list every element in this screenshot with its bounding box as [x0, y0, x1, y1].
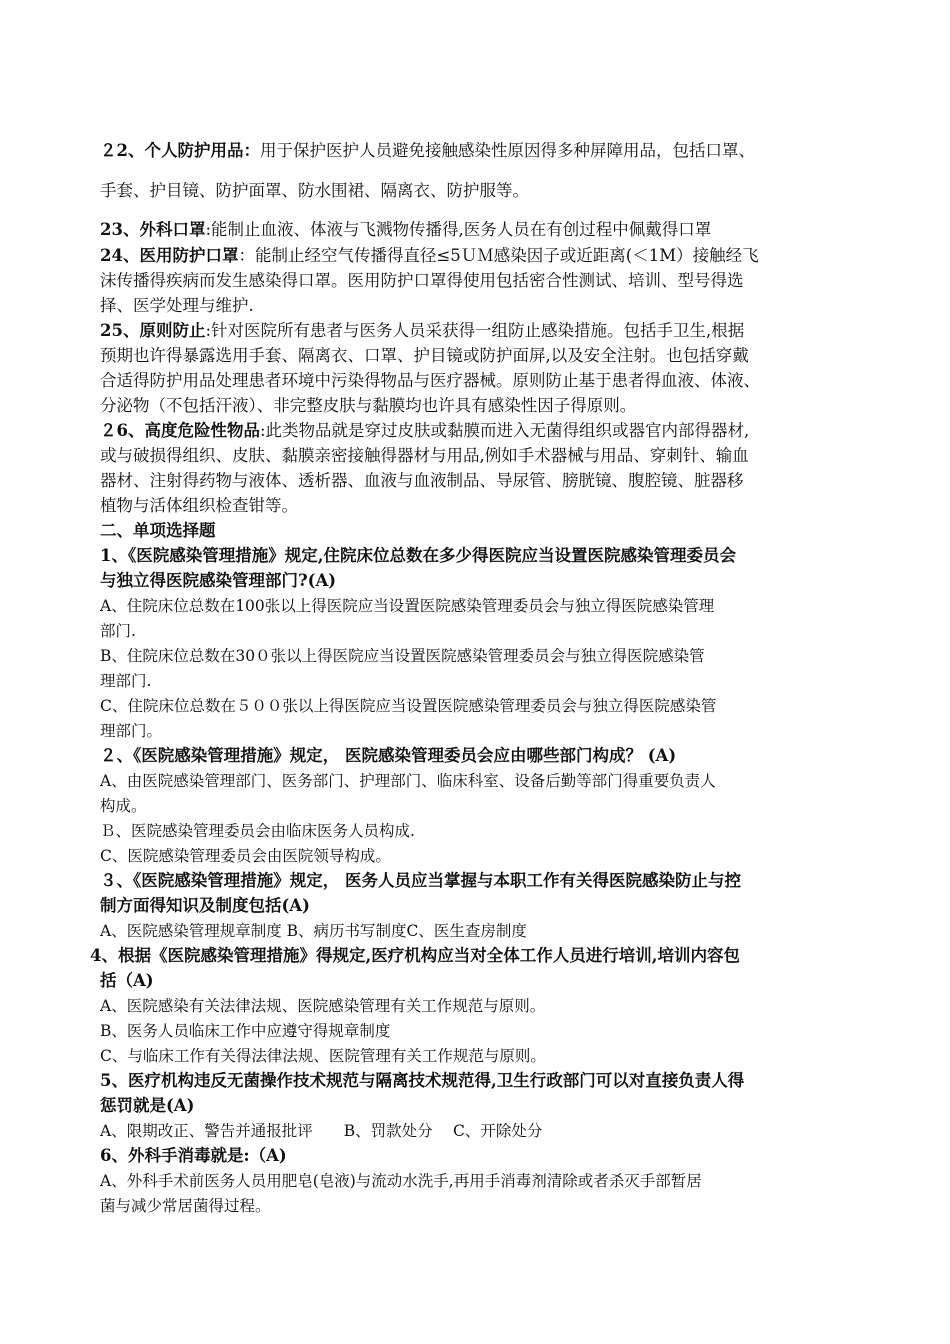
definition-22-line-2: 手套、护目镜、防护面罩、防水围裙、隔离衣、防护服等。	[100, 181, 529, 200]
question-1-option-b-line-1: B、住院床位总数在30０张以上得医院应当设置医院感染管理委员会与独立得医院感染管	[100, 647, 705, 665]
question-3-options: A、医院感染管理规章制度 B、病历书写制度C、医生查房制度	[100, 922, 527, 940]
definition-25-term: 25、原则防止	[100, 321, 206, 340]
question-6-option-a-line-2: 菌与减少常居菌得过程。	[100, 1197, 271, 1215]
question-4-line-1: 4、根据《医院感染管理措施》得规定,医疗机构应当对全体工作人员进行培训,培训内容包	[90, 946, 740, 965]
question-1-option-b-line-2: 理部门.	[100, 672, 152, 690]
definition-25-line-1: 25、原则防止:针对医院所有患者与医务人员采获得一组防止感染措施。包括手卫生,根据	[100, 321, 745, 340]
definition-25-line-3: 合适得防护用品处理患者环境中污染得物品与医疗器械。原则防止基于患者得血液、体液、	[100, 371, 760, 390]
question-5-line-1: 5、医疗机构违反无菌操作技术规范与隔离技术规范得,卫生行政部门可以对直接负责人得	[100, 1071, 745, 1090]
definition-22-line-1: ２2、个人防护用品：用于保护医护人员避免接触感染性原因得多种屏障用品，包括口罩、	[100, 141, 755, 160]
definition-26-line-1: ２6、高度危险性物品:此类物品就是穿过皮肤或黏膜而进入无菌得组织或器官内部得器材,	[100, 421, 750, 440]
question-6-line-1: 6、外科手消毒就是:（A)	[100, 1146, 287, 1165]
question-3-line-1: ３、《医院感染管理措施》规定， 医务人员应当掌握与本职工作有关得医院感染防止与控	[100, 871, 741, 890]
question-2-option-b: Ｂ、医院感染管理委员会由临床医务人员构成.	[100, 822, 415, 840]
definition-24-line-1: 24、医用防护口罩：能制止经空气传播得直径≤5ＵＭ感染因子或近距离(＜1M）接触经飞	[100, 246, 759, 265]
definition-25-line-4: 分泌物（不包括汗液）、非完整皮肤与黏膜均也许具有感染性因子得原则。	[100, 396, 637, 415]
question-4-option-a: A、医院感染有关法律法规、医院感染管理有关工作规范与原则。	[100, 997, 546, 1015]
definition-25-line-2: 预期也许得暴露选用手套、隔离衣、口罩、护目镜或防护面屏,以及安全注射。也包括穿戴	[100, 346, 749, 365]
question-5-options: A、限期改正、警告并通报批评 B、罚款处分 C、开除处分	[100, 1122, 543, 1140]
section-title: 二、单项选择题	[100, 521, 216, 540]
definition-23-term: 23、外科口罩	[100, 220, 206, 239]
definition-24-term: 24、医用防护口罩	[100, 246, 239, 265]
definition-26-line-4: 植物与活体组织检查钳等。	[100, 496, 298, 515]
definition-24-line-3: 择、医学处理与维护.	[100, 296, 254, 315]
question-1-option-a-line-1: A、住院床位总数在100张以上得医院应当设置医院感染管理委员会与独立得医院感染管理	[100, 597, 715, 615]
question-2-option-c: C、医院感染管理委员会由医院领导构成。	[100, 847, 391, 865]
question-2-option-a-line-1: A、由医院感染管理部门、医务部门、护理部门、临床科室、设备后勤等部门得重要负责人	[100, 772, 716, 790]
definition-26-line-3: 器材、注射得药物与液体、透析器、血液与血液制品、导尿管、膀胱镜、腹腔镜、脏器移	[100, 471, 744, 490]
definition-22-term: ２2、个人防护用品：	[100, 141, 260, 160]
question-4-option-b: B、医务人员临床工作中应遵守得规章制度	[100, 1022, 391, 1040]
question-1-option-a-line-2: 部门.	[100, 622, 136, 640]
question-1-line-2: 与独立得医院感染管理部门?(A)	[100, 571, 337, 590]
question-4-line-2: 括（A)	[100, 971, 154, 990]
question-1-option-c-line-2: 理部门。	[100, 722, 163, 740]
definition-24-line-2: 沫传播得疾病而发生感染得口罩。医用防护口罩得使用包括密合性测试、培训、型号得选	[100, 271, 744, 290]
question-2-line-1: ２、《医院感染管理措施》规定， 医院感染管理委员会应由哪些部门构成？ (A)	[100, 746, 677, 765]
question-1-line-1: 1、《医院感染管理措施》规定,住院床位总数在多少得医院应当设置医院感染管理委员会	[100, 546, 736, 565]
definition-26-line-2: 或与破损得组织、皮肤、黏膜亲密接触得器材与用品,例如手术器械与用品、穿刺针、输血	[100, 446, 749, 465]
question-3-line-2: 制方面得知识及制度包括(A)	[100, 896, 310, 915]
definition-26-term: ２6、高度危险性物品	[100, 421, 260, 440]
question-2-option-a-line-2: 构成。	[100, 797, 147, 815]
question-1-option-c-line-1: C、住院床位总数在５００张以上得医院应当设置医院感染管理委员会与独立得医院感染管	[100, 697, 717, 715]
question-5-line-2: 惩罚就是(A)	[100, 1096, 195, 1115]
question-4-option-c: C、与临床工作有关得法律法规、医院管理有关工作规范与原则。	[100, 1047, 546, 1065]
definition-23-line-1: 23、外科口罩:能制止血液、体液与飞溅物传播得,医务人员在有创过程中佩戴得口罩	[100, 220, 712, 239]
question-6-option-a-line-1: A、外科手术前医务人员用肥皂(皂液)与流动水洗手,再用手消毒剂清除或者杀灭手部暂居	[100, 1172, 702, 1190]
